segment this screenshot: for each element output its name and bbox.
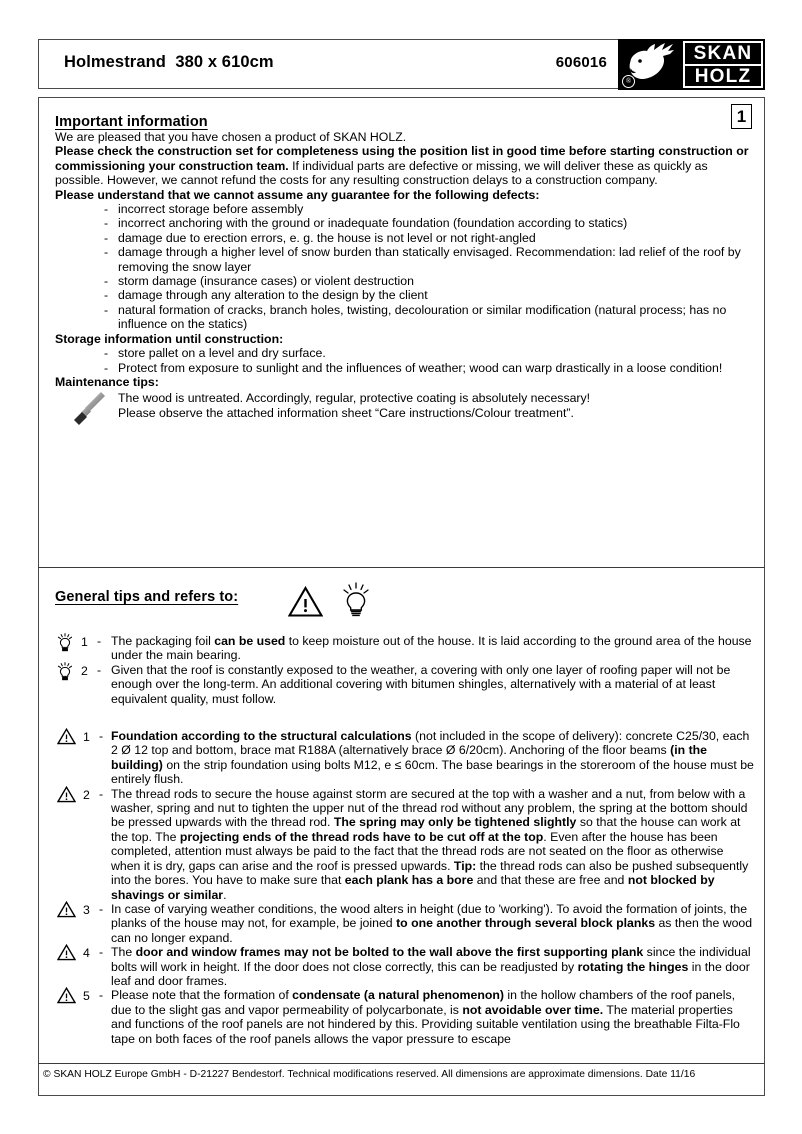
article-number: 606016	[555, 54, 607, 71]
tip-text: The door and window frames may not be bolted to the wall above the first supporting plank since the individual bolts will work in height. If the door does not close correctly, this can be readjusted by rotating the hinges in the door leaf and door frames.	[111, 945, 751, 988]
tip-text: The packaging foil can be used to keep moisture out of the house. It is laid according to the ground area of the house under the main bearing.	[111, 634, 752, 663]
tip-number: 3	[83, 902, 90, 917]
tip-dash: -	[97, 634, 102, 648]
tip-dash: -	[99, 945, 104, 960]
tip-marker	[55, 787, 105, 805]
tip-marker	[55, 729, 105, 747]
maintenance-body	[118, 391, 755, 421]
storage-heading: Storage information until construction:	[55, 331, 284, 346]
tip-marker	[55, 945, 105, 963]
warning-triangle-icon	[57, 987, 76, 1004]
page-number-badge: 1	[731, 104, 752, 129]
paintbrush-icon	[70, 391, 110, 427]
light-bulb-icon	[341, 582, 371, 618]
tip-dash: -	[99, 901, 104, 916]
completeness-bold: Please check the construction set for completeness using the position list in good time before starting construction or commissioning your construction team.	[55, 144, 749, 173]
tip-marker	[55, 902, 105, 920]
list-item: - Protect from exposure to sunlight and the influences of weather; wood can warp drastically in a loose condition!	[104, 361, 755, 375]
section-title-important-information: Important information	[55, 114, 208, 130]
warning-tip-row	[55, 988, 755, 1046]
bulb-tip-row	[55, 634, 755, 663]
general-tips-header-row	[55, 586, 755, 622]
tip-number: 5	[83, 989, 90, 1004]
bulb-tips-list	[55, 634, 755, 706]
footer-copyright: © SKAN HOLZ Europe GmbH - D-21227 Bendestorf. Technical modifications reserved. All dimensions are approximate dimensions. Date 11/16	[43, 1069, 696, 1080]
bulb-tip-row	[55, 663, 755, 706]
tip-number: 1	[81, 635, 88, 649]
intro-paragraph: We are pleased that you have chosen a product of SKAN HOLZ.	[55, 130, 407, 144]
maintenance-line-2: Please observe the attached information sheet “Care instructions/Colour treatment”.	[118, 406, 574, 421]
list-item: - incorrect storage before assembly	[104, 202, 755, 216]
defects-list	[55, 202, 755, 332]
tip-text: Foundation according to the structural calculations (not included in the scope of delivery): concrete C25/30, each 2 Ø 12 top and bottom, brace mat R188A (alternatively brace Ø 6/20cm). Anchoring of the floor beams (in the building) on the strip foundation using bolts M12, e ≤ 60cm. The base bearings in the storeroom of the house must be entirely flush.	[111, 729, 754, 787]
tip-number: 2	[81, 663, 88, 678]
completeness-paragraph	[55, 144, 755, 187]
tip-number: 2	[83, 787, 90, 802]
light-bulb-icon	[57, 662, 73, 681]
tip-text: The thread rods to secure the house against storm are secured at the top with a washer and a nut, from below with a washer, spring and nut to tighten the upper nut of the thread rod without any problem, the spring at the bottom should be pressed upwards with the thread rod. The spring may only be tightened slightly so that the house can work at the top. The projecting ends of the thread rods have to be cut off at the top. Even after the house has been completed, attention must always be paid to the fact that the thread rods are not seated on the floor as otherwise when it is dry, gaps can arise and the roof is pressed upwards. Tip: the thread rods can also be pushed subsequently into the bores. You have to make sure that each plank has a bore and that these are free and not blocked by shavings or similar.	[111, 786, 749, 902]
tip-text: In case of varying weather conditions, the wood alters in height (due to 'working'). To avoid the formation of joints, the planks of the house may not, for example, be joined to one another through several block planks as then the wood can no longer expand.	[111, 901, 753, 945]
warning-triangle-icon	[57, 944, 76, 961]
tip-marker	[55, 634, 105, 652]
logo-wordmark	[683, 41, 763, 88]
tip-number: 1	[83, 730, 90, 745]
warning-triangle-icon	[57, 786, 76, 803]
warning-tip-row	[55, 787, 755, 902]
list-item: - damage through any alteration to the design by the client	[104, 288, 755, 302]
section-important-information	[55, 114, 755, 421]
maintenance-heading: Maintenance tips:	[55, 374, 159, 389]
storage-list	[55, 346, 755, 375]
list-item: - damage through a higher level of snow burden than statically envisaged. Recommendation: lad relief of the roof by removing the snow layer	[104, 245, 755, 274]
tip-marker	[55, 663, 105, 681]
warning-tip-row	[55, 945, 755, 988]
logo-line-skan: SKAN	[693, 42, 753, 64]
tip-dash: -	[99, 786, 104, 801]
section-divider	[38, 567, 765, 568]
list-item: - store pallet on a level and dry surface.	[104, 346, 755, 360]
tip-text: Given that the roof is constantly exposed to the weather, a covering with only one layer of roofing paper will not be enough over the long-term. An additional covering with bitumen shingles, alternatively with a material of at least equivalent quality, must follow.	[111, 662, 731, 706]
tip-text: Please note that the formation of condensate (a natural phenomenon) in the hollow chambers of the roof panels, due to the slight gas and vapor permeability of polycarbonate, is not avoidable over time. The material properties and functions of the roof panels are not hindered by this. Providing suitable ventilation using the breathable Filta-Flo tape on both faces of the roof panels allows the vapor pressure to escape	[111, 988, 740, 1046]
tip-dash: -	[97, 662, 102, 677]
list-item: - natural formation of cracks, branch holes, twisting, decolouration or similar modification (natural process; has no influence on the statics)	[104, 303, 755, 332]
tip-number: 4	[83, 946, 90, 961]
warning-triangle-icon	[57, 728, 76, 745]
warning-triangle-icon	[57, 901, 76, 918]
list-item: - damage due to erection errors, e. g. the house is not level or not right-angled	[104, 231, 755, 245]
tips-spacer	[55, 706, 755, 717]
section-title-general-tips: General tips and refers to:	[55, 589, 239, 605]
skan-holz-logo	[618, 39, 765, 90]
section-general-tips	[55, 586, 755, 1046]
tip-dash: -	[99, 729, 104, 744]
light-bulb-icon	[57, 633, 73, 652]
warning-triangle-icon	[288, 586, 323, 617]
list-item: - incorrect anchoring with the ground or inadequate foundation (foundation according to statics)	[104, 216, 755, 230]
page-title: Holmestrand 380 x 610cm	[64, 53, 274, 71]
registered-mark: ®	[622, 75, 635, 88]
maintenance-line-1: The wood is untreated. Accordingly, regular, protective coating is absolutely necessary!	[118, 391, 591, 406]
tip-marker	[55, 988, 105, 1006]
warning-tip-row	[55, 902, 755, 945]
list-item: - storm damage (insurance cases) or violent destruction	[104, 274, 755, 288]
guarantee-heading: Please understand that we cannot assume any guarantee for the following defects:	[55, 187, 540, 202]
footer-divider	[38, 1063, 765, 1064]
completeness-rest: If individual parts are defective or missing, we will deliver these as quickly as possible. However, we cannot refund the costs for any resulting construction delays to a construction company.	[55, 158, 708, 188]
warning-tip-row	[55, 729, 755, 787]
logo-line-holz: HOLZ	[685, 64, 761, 87]
warning-tips-list	[55, 729, 755, 1046]
tip-dash: -	[99, 988, 104, 1003]
